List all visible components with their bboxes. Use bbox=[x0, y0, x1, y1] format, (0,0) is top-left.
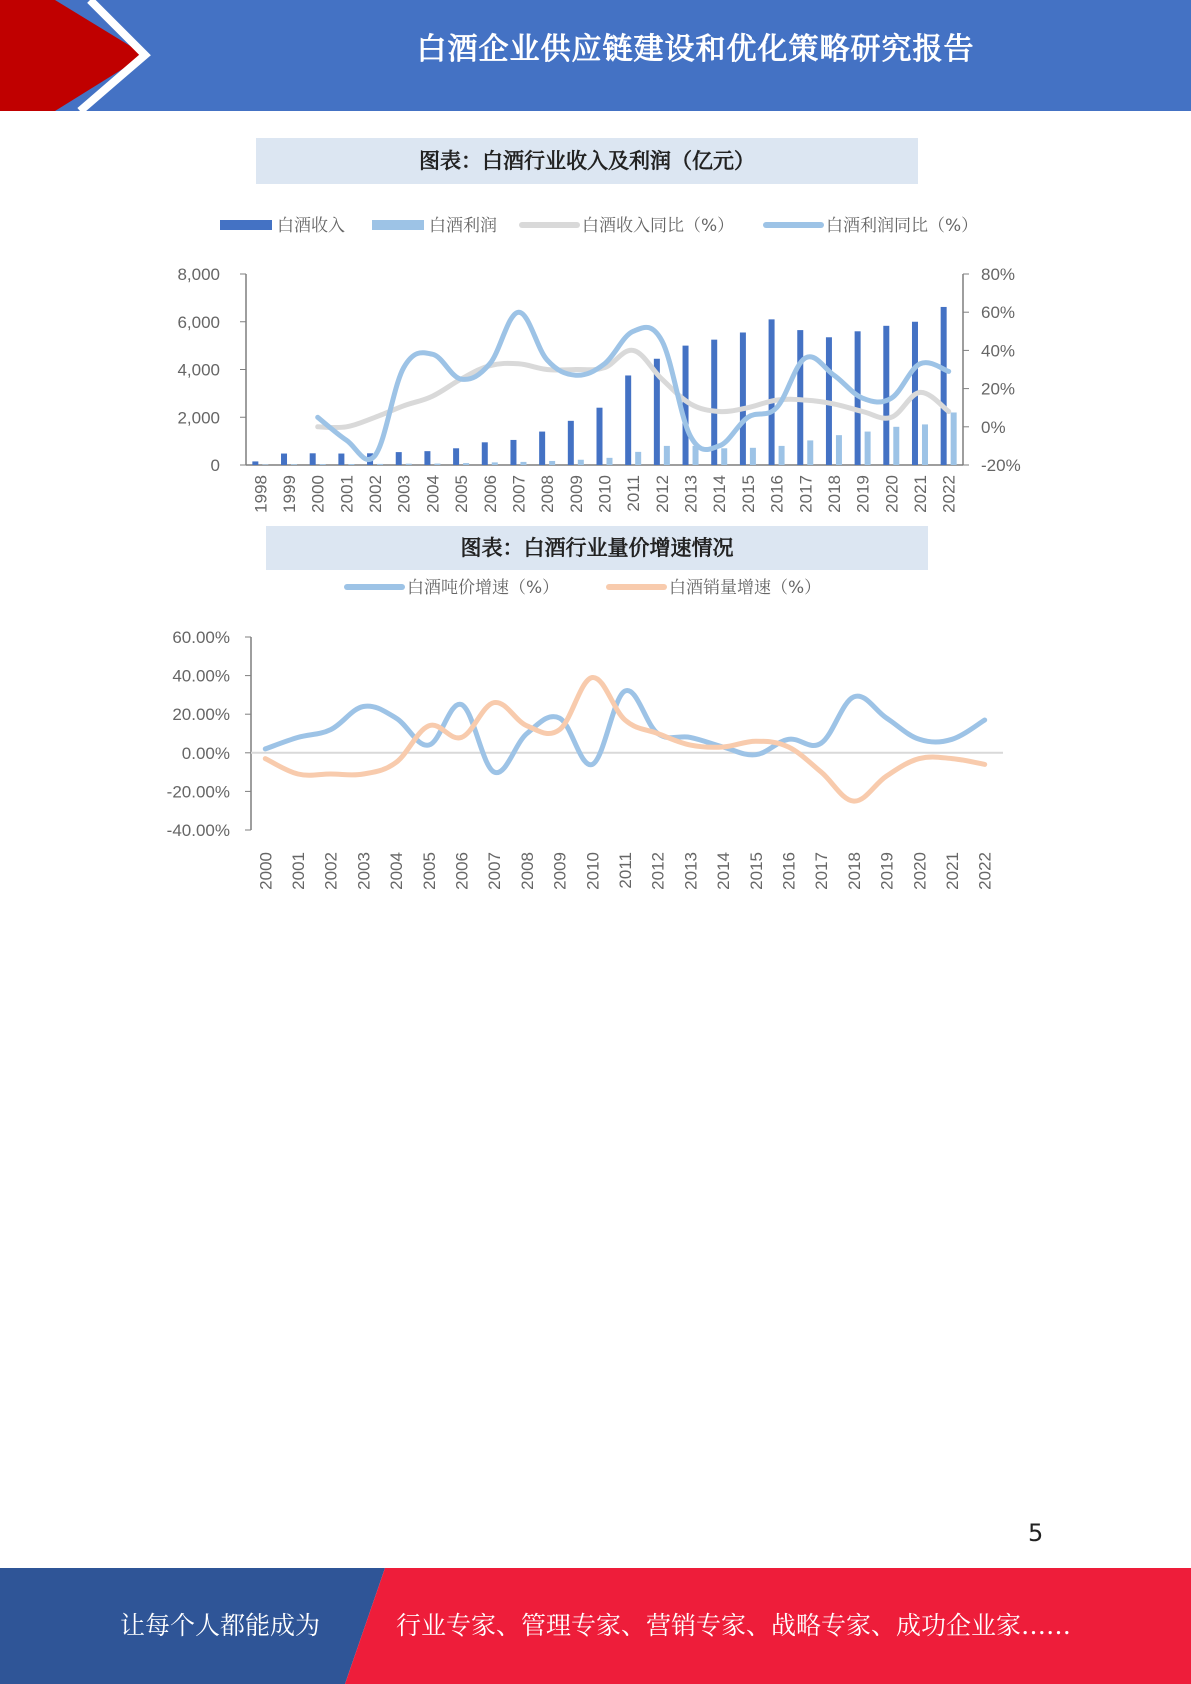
profit-bar bbox=[463, 463, 469, 465]
x-tick-label: 1998 bbox=[251, 475, 271, 513]
x-tick-label: 2006 bbox=[452, 852, 472, 890]
footer-slogan-right: 行业专家、管理专家、营销专家、战略专家、成功企业家…… bbox=[396, 1611, 1072, 1640]
x-tick-label: 2019 bbox=[877, 852, 897, 890]
chart1-title: 图表：白酒行业收入及利润（亿元） bbox=[256, 138, 918, 184]
profit-bar bbox=[492, 462, 498, 465]
right-tick-label: 80% bbox=[981, 265, 1016, 284]
y-tick-label: -40.00% bbox=[166, 821, 230, 840]
x-tick-label: 2010 bbox=[583, 852, 603, 890]
x-tick-label: 2007 bbox=[509, 475, 529, 513]
legend-swatch-0 bbox=[220, 220, 272, 230]
x-tick-label: 2002 bbox=[366, 475, 386, 513]
profit-bar bbox=[865, 432, 871, 465]
volume-growth-line bbox=[265, 677, 984, 801]
x-tick-label: 2013 bbox=[681, 852, 701, 890]
legend-label-1: 白酒利润 bbox=[429, 216, 497, 236]
profit-bar bbox=[721, 448, 727, 465]
revenue-bar bbox=[597, 408, 603, 465]
right-tick-label: 40% bbox=[981, 341, 1016, 361]
page-footer bbox=[0, 1568, 1191, 1684]
revenue-bar bbox=[941, 307, 947, 465]
profit-bar bbox=[664, 446, 670, 465]
x-tick-label: 2003 bbox=[394, 475, 414, 513]
volume-price-growth-chart bbox=[0, 570, 1191, 890]
legend-label-2: 白酒收入同比（%） bbox=[582, 216, 735, 236]
revenue-bar bbox=[568, 421, 574, 465]
y-tick-label: 40.00% bbox=[172, 666, 230, 686]
x-tick-label: 2007 bbox=[485, 852, 505, 890]
revenue-bar bbox=[482, 442, 488, 465]
revenue-yoy-line bbox=[318, 350, 949, 427]
x-tick-label: 2012 bbox=[648, 852, 668, 890]
revenue-bar bbox=[310, 453, 316, 465]
profit-bar bbox=[607, 458, 613, 465]
x-tick-label: 2000 bbox=[256, 852, 276, 890]
profit-bar bbox=[520, 462, 526, 465]
y-tick-label: 60.00% bbox=[172, 628, 230, 647]
x-tick-label: 2003 bbox=[354, 852, 374, 890]
report-title: 白酒企业供应链建设和优化策略研究报告 bbox=[416, 32, 975, 67]
revenue-bar bbox=[625, 375, 631, 465]
x-tick-label: 2004 bbox=[387, 852, 407, 890]
revenue-bar bbox=[510, 440, 516, 465]
x-tick-label: 2014 bbox=[714, 852, 734, 890]
profit-bar bbox=[836, 435, 842, 465]
left-tick-label: 4,000 bbox=[177, 360, 220, 380]
x-tick-label: 2008 bbox=[517, 852, 537, 890]
x-tick-label: 2012 bbox=[652, 475, 672, 513]
x-tick-label: 2013 bbox=[681, 475, 701, 513]
y-tick-label: 0.00% bbox=[181, 743, 230, 763]
price-growth-line bbox=[265, 690, 984, 772]
left-tick-label: 8,000 bbox=[177, 265, 220, 284]
x-tick-label: 2021 bbox=[942, 852, 962, 890]
legend-label-3: 白酒利润同比（%） bbox=[826, 216, 979, 236]
profit-bar bbox=[549, 461, 555, 465]
revenue-bar bbox=[883, 326, 889, 465]
revenue-bar bbox=[539, 432, 545, 465]
profit-bar bbox=[434, 464, 440, 465]
revenue-bar bbox=[740, 332, 746, 465]
x-tick-label: 2010 bbox=[595, 475, 615, 513]
x-tick-label: 2004 bbox=[423, 475, 443, 513]
x-tick-label: 2002 bbox=[321, 852, 341, 890]
x-tick-label: 2022 bbox=[939, 475, 959, 513]
x-tick-label: 2017 bbox=[812, 852, 832, 890]
revenue-bar bbox=[769, 319, 775, 465]
x-tick-label: 2014 bbox=[710, 475, 730, 513]
footer-slogan-left: 让每个人都能成为 bbox=[120, 1611, 321, 1640]
revenue-profit-chart bbox=[0, 190, 1191, 530]
x-tick-label: 2015 bbox=[738, 475, 758, 513]
revenue-bar bbox=[424, 451, 430, 465]
profit-bar bbox=[922, 424, 928, 465]
profit-bar bbox=[750, 448, 756, 465]
revenue-bar bbox=[281, 454, 287, 465]
x-tick-label: 2015 bbox=[746, 852, 766, 890]
revenue-bar bbox=[338, 454, 344, 465]
y-tick-label: 20.00% bbox=[172, 705, 230, 725]
x-tick-label: 2022 bbox=[975, 851, 995, 890]
profit-bar bbox=[578, 460, 584, 465]
x-tick-label: 2009 bbox=[566, 475, 586, 513]
revenue-bar bbox=[396, 452, 402, 465]
profit-bar bbox=[951, 412, 957, 465]
x-tick-label: 2008 bbox=[538, 475, 558, 513]
legend-label-0: 白酒收入 bbox=[277, 216, 345, 236]
x-tick-label: 2016 bbox=[767, 475, 787, 513]
revenue-bar bbox=[252, 461, 258, 465]
x-tick-label: 2009 bbox=[550, 852, 570, 890]
left-tick-label: 2,000 bbox=[177, 408, 220, 428]
page-number: 5 bbox=[1028, 1519, 1044, 1547]
profit-bar bbox=[635, 452, 641, 465]
x-tick-label: 2001 bbox=[337, 475, 357, 513]
x-tick-label: 2020 bbox=[910, 852, 930, 890]
profit-bar bbox=[291, 464, 297, 465]
x-tick-label: 2017 bbox=[796, 475, 816, 513]
x-tick-label: 1999 bbox=[280, 475, 300, 513]
revenue-bar bbox=[453, 448, 459, 465]
revenue-bar bbox=[683, 346, 689, 465]
x-tick-label: 2016 bbox=[779, 852, 799, 890]
page-header bbox=[0, 0, 1191, 111]
legend-label-1: 白酒销量增速（%） bbox=[669, 578, 822, 598]
x-tick-label: 2011 bbox=[616, 852, 635, 889]
left-tick-label: 6,000 bbox=[177, 312, 220, 332]
right-tick-label: 60% bbox=[981, 303, 1016, 323]
x-tick-label: 2001 bbox=[289, 852, 309, 890]
profit-bar bbox=[377, 464, 383, 465]
profit-bar bbox=[320, 464, 326, 465]
x-tick-label: 2018 bbox=[824, 475, 844, 513]
right-tick-label: -20% bbox=[981, 456, 1021, 475]
x-tick-label: 2021 bbox=[910, 475, 930, 513]
profit-bar bbox=[348, 464, 354, 465]
profit-yoy-line bbox=[318, 312, 949, 459]
x-tick-label: 2020 bbox=[882, 475, 902, 513]
x-tick-label: 2000 bbox=[308, 475, 328, 513]
profit-bar bbox=[779, 446, 785, 465]
x-tick-label: 2005 bbox=[419, 852, 439, 890]
right-tick-label: 20% bbox=[981, 379, 1016, 399]
legend-swatch-1 bbox=[372, 220, 424, 230]
profit-bar bbox=[406, 464, 412, 465]
chart2-title: 图表：白酒行业量价增速情况 bbox=[266, 526, 928, 570]
x-tick-label: 2005 bbox=[452, 475, 472, 513]
x-tick-label: 2011 bbox=[624, 475, 644, 512]
x-tick-label: 2006 bbox=[480, 475, 500, 513]
x-tick-label: 2019 bbox=[853, 475, 873, 513]
right-tick-label: 0% bbox=[981, 417, 1006, 437]
legend-label-0: 白酒吨价增速（%） bbox=[407, 578, 560, 598]
profit-bar bbox=[807, 440, 813, 465]
y-tick-label: -20.00% bbox=[166, 782, 230, 802]
profit-bar bbox=[893, 427, 899, 465]
left-tick-label: 0 bbox=[210, 456, 220, 475]
x-tick-label: 2018 bbox=[844, 852, 864, 890]
